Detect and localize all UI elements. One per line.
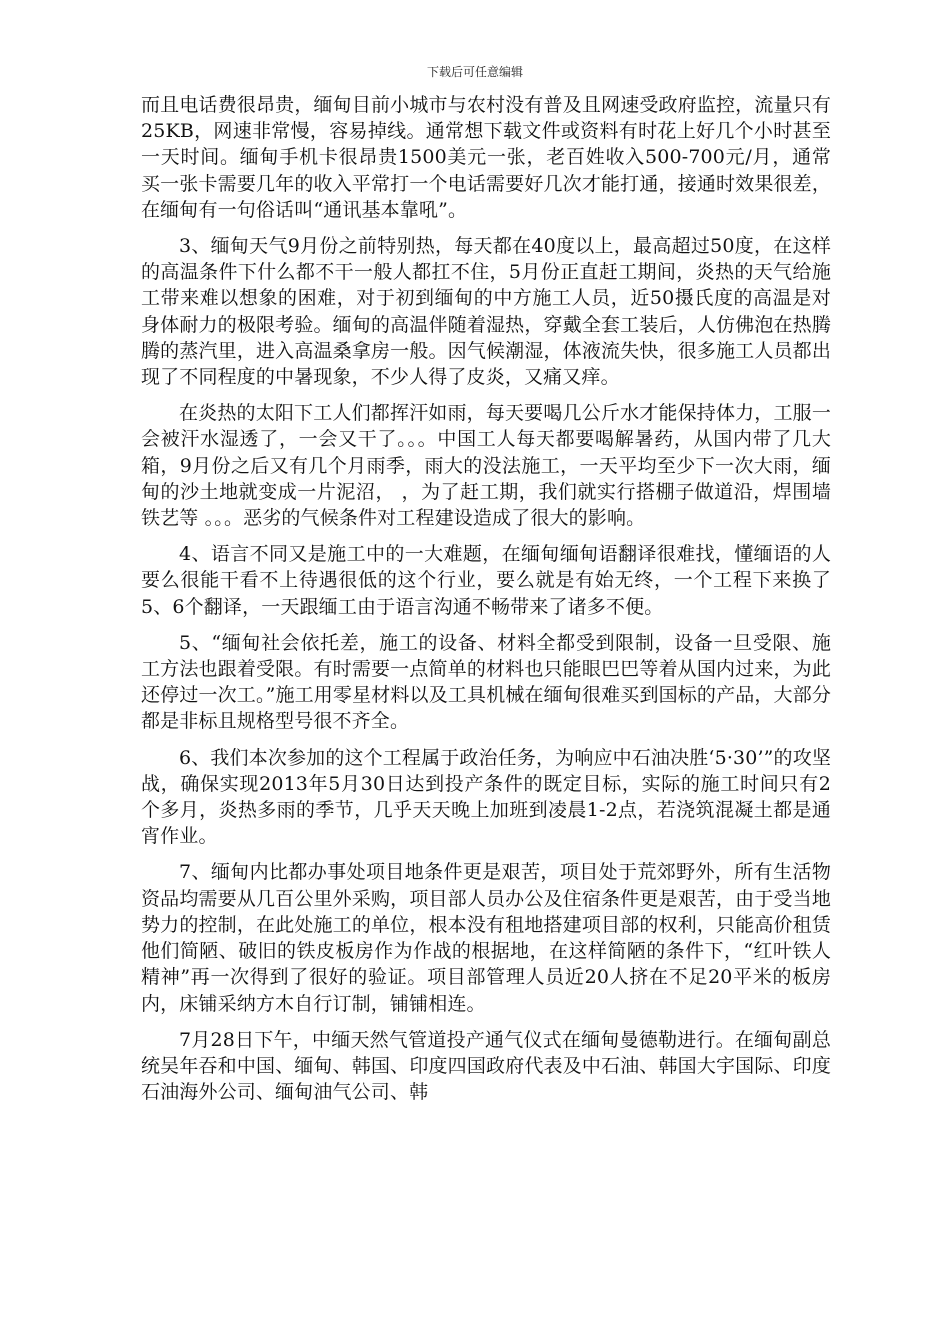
paragraph-7: 7、缅甸内比都办事处项目地条件更是艰苦，项目处于荒郊野外，所有生活物资品均需要从几百公里外采购，项目部人员办公及住宿条件更是艰苦，由于受当地势力的控制，在此处施工的单位，根本没有租地搭建项目部的权利，只能高价租赁他们简陋、破旧的铁皮板房作为作战的根据地，在这样简陋的条件下，“红叶铁人精神”再一次得到了很好的验证。项目部管理人员近20人挤在不足20平米的板房内，床铺采纳方木自行订制，铺铺相连。 xyxy=(141,861,831,1015)
paragraph-4: 4、语言不同又是施工中的一大难题，在缅甸缅甸语翻译很难找，懂缅语的人要么很能干看不上待遇很低的这个行业，要么就是有始无终，一个工程下来换了5、6个翻译，一天跟缅工由于语言沟通不畅带来了诸多不便。 xyxy=(141,543,831,618)
paragraph-6: 6、我们本次参加的这个工程属于政治任务，为响应中石油决胜‘5·30’”的攻坚战，确保实现2013年5月30日达到投产条件的既定目标，实际的施工时间只有2个多月，炎热多雨的季节，几乎天天晚上加班到凌晨1-2点，若浇筑混凝土都是通宵作业。 xyxy=(141,746,831,848)
paragraph-5: 5、“缅甸社会依托差，施工的设备、材料全都受到限制，设备一旦受限、施工方法也跟着受限。有时需要一点简单的材料也只能眼巴巴等着从国内过来，为此还停过一次工。”施工用零星材料以及工具机械在缅甸很难买到国标的产品，大部分都是非标且规格型号很不齐全。 xyxy=(141,631,831,733)
paragraph-1: 而且电话费很昂贵，缅甸目前小城市与农村没有普及且网速受政府监控，流量只有25KB，网速非常慢，容易掉线。通常想下载文件或资料有时花上好几个小时甚至一天时间。缅甸手机卡很昂贵1500美元一张，老百姓收入500-700元/月，通常买一张卡需要几年的收入平常打一个电话需要好几次才能打通，接通时效果很差，在缅甸有一句俗话叫“通讯基本靠吼”。 xyxy=(141,94,831,221)
paragraph-8: 7月28日下午，中缅天然气管道投产通气仪式在缅甸曼德勒进行。在缅甸副总统吴年吞和中国、缅甸、韩国、印度四国政府代表及中石油、韩国大宇国际、印度石油海外公司、缅甸油气公司、韩 xyxy=(141,1028,831,1104)
document-body xyxy=(141,92,831,1115)
paragraph-3: 在炎热的太阳下工人们都挥汗如雨，每天要喝几公斤水才能保持体力，工服一会被汗水湿透了，一会又干了。。。中国工人每天都要喝解暑药，从国内带了几大箱，9月份之后又有几个月雨季，雨大的没法施工，一天平均至少下一次大雨，缅甸的沙土地就变成一片泥沼， ，为了赶工期，我们就实行搭棚子做道沿，焊围墙铁艺等 。。。恶劣的气候条件对工程建设造成了很大的影响。 xyxy=(141,402,831,530)
page-header: 下载后可任意编辑 xyxy=(426,65,523,79)
paragraph-2: 3、缅甸天气9月份之前特别热，每天都在40度以上，最高超过50度，在这样的高温条件下什么都不干一般人都扛不住，5月份正直赶工期间，炎热的天气给施工带来难以想象的困难，对于初到缅甸的中方施工人员，近50摄氏度的高温是对身体耐力的极限考验。缅甸的高温伴随着湿热，穿戴全套工装后，人仿佛泡在热腾腾的蒸汽里，进入高温桑拿房一般。因气候潮湿，体液流失快，很多施工人员都出现了不同程度的中暑现象，不少人得了皮炎，又痛又痒。 xyxy=(141,235,831,389)
